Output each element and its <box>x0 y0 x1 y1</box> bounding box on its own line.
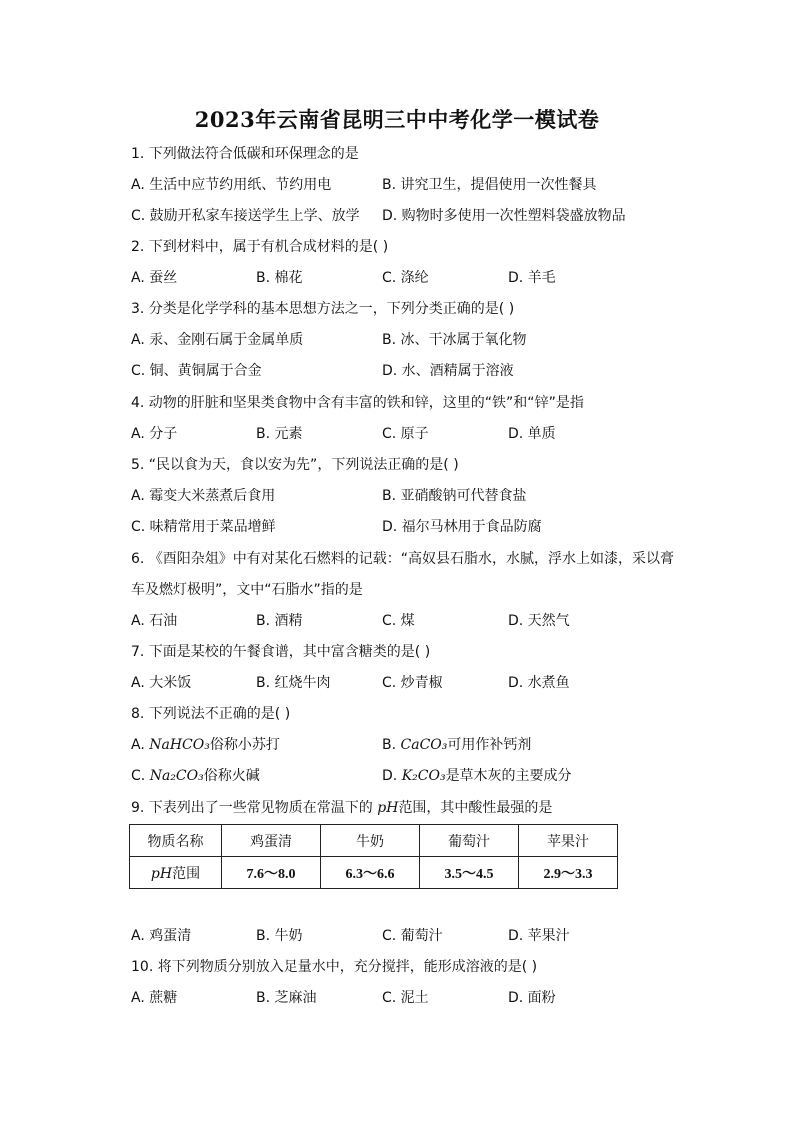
table-cell: 3.5～4.5 <box>420 857 519 889</box>
table-cell: 7.6～8.0 <box>222 857 321 889</box>
ph-symbol: pH <box>377 800 399 816</box>
table-header-cell: 物质名称 <box>130 825 222 857</box>
table-header-cell: 葡萄汁 <box>420 825 519 857</box>
question-4-stem: 4. 动物的肝脏和坚果类食物中含有丰富的铁和锌，这里的“铁”和“锌”是指 <box>131 395 584 411</box>
question-2-option-d: D. 羊毛 <box>508 270 556 286</box>
question-7-option-c: C. 炒青椒 <box>382 675 443 691</box>
table-cell: 2.9～3.3 <box>519 857 618 889</box>
question-7-option-d: D. 水煮鱼 <box>508 675 570 691</box>
question-4-option-d: D. 单质 <box>508 426 556 442</box>
question-8-option-c <box>131 767 260 785</box>
question-10-stem: 10. 将下列物质分别放入足量水中，充分搅拌，能形成溶液的是( ) <box>131 959 538 975</box>
question-10-option-d: D. 面粉 <box>508 990 556 1006</box>
question-4-option-c: C. 原子 <box>382 426 429 442</box>
ph-symbol: pH <box>150 865 173 882</box>
question-3-option-a: A. 汞、金刚石属于金属单质 <box>131 332 304 348</box>
question-9-option-a: A. 鸡蛋清 <box>131 928 192 944</box>
chemical-formula: K₂CO₃ <box>401 768 446 784</box>
question-3-stem: 3. 分类是化学学科的基本思想方法之一，下列分类正确的是( ) <box>131 301 515 317</box>
table-header-row <box>130 825 618 857</box>
table-row <box>130 857 618 889</box>
chemical-formula: CaCO₃ <box>400 737 448 753</box>
table-header-cell: 苹果汁 <box>519 825 618 857</box>
question-6-option-a: A. 石油 <box>131 613 178 629</box>
question-8-option-d <box>382 767 572 785</box>
question-2-option-a: A. 蚕丝 <box>131 270 178 286</box>
option-text: 是草木灰的主要成分 <box>445 768 572 784</box>
row-label-text: 范围 <box>172 865 201 882</box>
question-9-option-c: C. 葡萄汁 <box>382 928 443 944</box>
question-3-option-b: B. 冰、干冰属于氧化物 <box>382 332 527 348</box>
chemical-formula: NaHCO₃ <box>149 737 210 753</box>
option-text: 俗称火碱 <box>203 768 260 784</box>
question-8-option-a <box>131 736 280 754</box>
chemical-formula: Na₂CO₃ <box>149 768 204 784</box>
question-2-option-b: B. 棉花 <box>256 270 303 286</box>
table-row-label <box>130 857 222 889</box>
question-3-option-c: C. 铜、黄铜属于合金 <box>131 363 262 379</box>
option-label: C. <box>131 768 146 784</box>
question-4-option-b: B. 元素 <box>256 426 303 442</box>
question-6-option-c: C. 煤 <box>382 613 415 629</box>
question-9-stem <box>131 799 552 817</box>
table-header-cell: 牛奶 <box>321 825 420 857</box>
question-7-option-b: B. 红烧牛肉 <box>256 675 331 691</box>
question-4-option-a: A. 分子 <box>131 426 178 442</box>
option-label: D. <box>382 768 398 784</box>
question-7-option-a: A. 大米饭 <box>131 675 192 691</box>
option-label: A. <box>131 737 145 753</box>
question-8-stem: 8. 下列说法不正确的是( ) <box>131 706 291 722</box>
stem-text: 范围，其中酸性最强的是 <box>398 800 553 816</box>
question-1-option-a: A. 生活中应节约用纸、节约用电 <box>131 177 332 193</box>
question-8-option-b <box>382 736 531 754</box>
option-text: 可用作补钙剂 <box>447 737 532 753</box>
ph-table <box>129 824 618 889</box>
question-10-option-c: C. 泥土 <box>382 990 429 1006</box>
question-5-option-c: C. 味精常用于菜品增鲜 <box>131 519 276 535</box>
table-cell: 6.3～6.6 <box>321 857 420 889</box>
question-1-option-c: C. 鼓励开私家车接送学生上学、放学 <box>131 208 360 224</box>
question-5-option-b: B. 亚硝酸钠可代替食盐 <box>382 488 527 504</box>
question-6-option-d: D. 天然气 <box>508 613 570 629</box>
question-6-stem-continued: 车及燃灯极明”，文中“石脂水”指的是 <box>131 582 363 598</box>
question-9-option-d: D. 苹果汁 <box>508 928 570 944</box>
question-7-stem: 7. 下面是某校的午餐食谱，其中富含糖类的是( ) <box>131 644 431 660</box>
question-6-stem: 6. 《酉阳杂俎》中有对某化石燃料的记载：“高奴县石脂水，水腻，浮水上如漆，采以膏 <box>131 551 675 567</box>
question-6-option-b: B. 酒精 <box>256 613 303 629</box>
question-2-option-c: C. 涤纶 <box>382 270 429 286</box>
question-5-option-d: D. 福尔马林用于食品防腐 <box>382 519 542 535</box>
exam-title: 2023年云南省昆明三中中考化学一模试卷 <box>194 107 600 132</box>
stem-text: 9. 下表列出了一些常见物质在常温下的 <box>131 800 378 816</box>
question-1-option-b: B. 讲究卫生，提倡使用一次性餐具 <box>382 177 597 193</box>
question-5-stem: 5. “民以食为天，食以安为先”，下列说法正确的是( ) <box>131 457 459 473</box>
question-5-option-a: A. 霉变大米蒸煮后食用 <box>131 488 276 504</box>
question-1-option-d: D. 购物时多使用一次性塑料袋盛放物品 <box>382 208 626 224</box>
option-text: 俗称小苏打 <box>209 737 280 753</box>
question-10-option-b: B. 芝麻油 <box>256 990 317 1006</box>
question-3-option-d: D. 水、酒精属于溶液 <box>382 363 514 379</box>
question-1-stem: 1. 下列做法符合低碳和环保理念的是 <box>131 146 359 162</box>
question-9-option-b: B. 牛奶 <box>256 928 303 944</box>
option-label: B. <box>382 737 397 753</box>
table-header-cell: 鸡蛋清 <box>222 825 321 857</box>
question-2-stem: 2. 下到材料中，属于有机合成材料的是( ) <box>131 239 389 255</box>
question-10-option-a: A. 蔗糖 <box>131 990 178 1006</box>
